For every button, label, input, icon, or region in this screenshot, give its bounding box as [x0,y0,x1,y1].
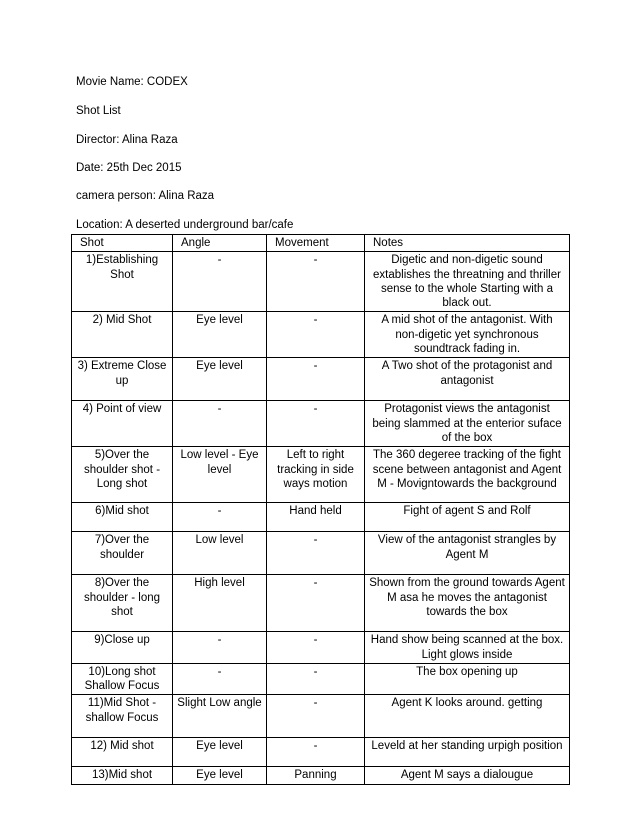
cell-movement: - [267,252,365,312]
cell-movement: - [267,358,365,401]
column-header-notes: Notes [365,235,570,252]
cell-angle: Eye level [173,358,267,401]
table-row [72,312,570,358]
table-row [72,575,570,632]
cell-shot: 4) Point of view [72,401,173,447]
table-row [72,447,570,503]
cell-notes: Agent K looks around. getting [365,695,570,738]
cell-shot: 7)Over the shoulder [72,532,173,575]
cell-movement: - [267,695,365,738]
table-header-row [72,235,570,252]
cell-movement: - [267,632,365,664]
camera-person: camera person: Alina Raza [76,190,215,202]
cell-notes: The box opening up [365,663,570,695]
cell-notes: Shown from the ground towards Agent M asa he moves the antagonist towards the box [365,575,570,632]
cell-angle: Slight Low angle [173,695,267,738]
director: Director: Alina Raza [76,134,178,146]
cell-angle: Eye level [173,767,267,784]
table-row [72,358,570,401]
cell-notes: Leveld at her standing urpigh position [365,738,570,767]
table-row [72,695,570,738]
table-row [72,532,570,575]
cell-shot: 9)Close up [72,632,173,664]
cell-notes: Fight of agent S and Rolf [365,503,570,532]
cell-notes: A Two shot of the protagonist and antagonist [365,358,570,401]
cell-movement: Hand held [267,503,365,532]
cell-shot: 10)Long shot Shallow Focus [72,663,173,695]
location: Location: A deserted underground bar/cafe [76,219,294,231]
shot-list-table [71,234,570,785]
cell-shot: 2) Mid Shot [72,312,173,358]
cell-movement: - [267,401,365,447]
table-row [72,767,570,784]
cell-movement: Left to right tracking in side ways motion [267,447,365,503]
cell-shot: 6)Mid shot [72,503,173,532]
table-row [72,663,570,695]
cell-angle: Eye level [173,738,267,767]
movie-name: Movie Name: CODEX [76,76,188,88]
cell-angle: Low level [173,532,267,575]
cell-angle: - [173,252,267,312]
cell-shot: 5)Over the shoulder shot - Long shot [72,447,173,503]
table-row [72,252,570,312]
column-header-shot: Shot [72,235,173,252]
cell-notes: Agent M says a dialougue [365,767,570,784]
cell-notes: A mid shot of the antagonist. With non-digetic yet synchronous soundtrack fading in. [365,312,570,358]
table-row [72,632,570,664]
cell-movement: - [267,575,365,632]
cell-notes: The 360 degeree tracking of the fight scene between antagonist and Agent M - Movigntowards the background [365,447,570,503]
column-header-angle: Angle [173,235,267,252]
cell-shot: 11)Mid Shot - shallow Focus [72,695,173,738]
cell-notes: Hand show being scanned at the box. Light glows inside [365,632,570,664]
cell-angle: Low level - Eye level [173,447,267,503]
cell-angle: High level [173,575,267,632]
cell-angle: Eye level [173,312,267,358]
cell-movement: - [267,663,365,695]
cell-angle: - [173,632,267,664]
cell-movement: - [267,738,365,767]
date: Date: 25th Dec 2015 [76,162,182,174]
cell-shot: 1)Establishing Shot [72,252,173,312]
cell-shot: 13)Mid shot [72,767,173,784]
cell-shot: 3) Extreme Close up [72,358,173,401]
cell-movement: Panning [267,767,365,784]
document-title: Shot List [76,105,121,117]
cell-movement: - [267,532,365,575]
cell-shot: 12) Mid shot [72,738,173,767]
table-row [72,503,570,532]
table-row [72,738,570,767]
cell-angle: - [173,663,267,695]
column-header-movement: Movement [267,235,365,252]
cell-notes: View of the antagonist strangles by Agent M [365,532,570,575]
cell-shot: 8)Over the shoulder - long shot [72,575,173,632]
cell-notes: Protagonist views the antagonist being slammed at the enterior suface of the box [365,401,570,447]
cell-angle: - [173,503,267,532]
table-row [72,401,570,447]
cell-angle: - [173,401,267,447]
cell-notes: Digetic and non-digetic sound extablishes the threatning and thriller sense to the whole Starting with a black out. [365,252,570,312]
cell-movement: - [267,312,365,358]
